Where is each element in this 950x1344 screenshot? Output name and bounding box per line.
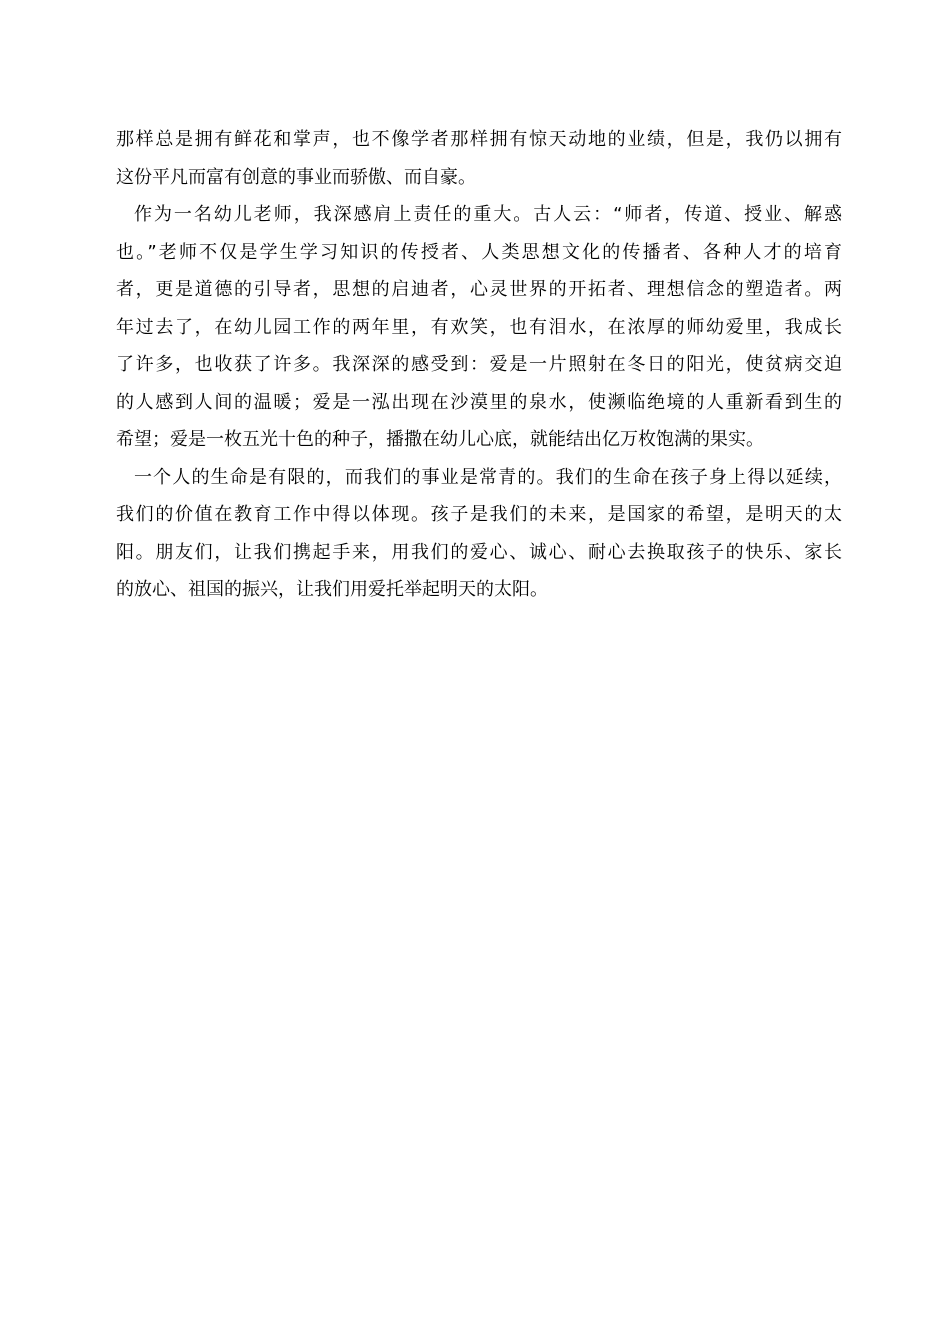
text-line: 阳。朋友们，让我们携起手来，用我们的爱心、诚心、耐心去换取孩子的快乐、家长 (116, 541, 842, 563)
text-line: 那样总是拥有鲜花和掌声，也不像学者那样拥有惊天动地的业绩，但是，我仍以拥有 (116, 129, 842, 150)
text-line: 年过去了，在幼儿园工作的两年里，有欢笑，也有泪水，在浓厚的师幼爱里，我成长 (116, 316, 842, 338)
text-line: 了许多，也收获了许多。我深深的感受到：爱是一片照射在冬日的阳光，使贫病交迫 (116, 354, 842, 375)
text-line: 作为一名幼儿老师，我深感肩上责任的重大。古人云：“师者，传道、授业、解惑 (134, 204, 842, 225)
text-line: 的放心、祖国的振兴，让我们用爱托举起明天的太阳。 (116, 579, 548, 600)
text-line: 这份平凡而富有创意的事业而骄傲、而自豪。 (116, 166, 476, 188)
text-line: 也。”老师不仅是学生学习知识的传授者、人类思想文化的传播者、各种人才的培育 (116, 241, 842, 263)
text-line: 者，更是道德的引导者，思想的启迪者，心灵世界的开拓者、理想信念的塑造者。两 (116, 279, 842, 300)
paragraph-continuation (116, 121, 842, 196)
paragraph-conclusion (116, 459, 842, 609)
text-line: 一个人的生命是有限的，而我们的事业是常青的。我们的生命在孩子身上得以延续， (134, 466, 842, 488)
text-line: 希望；爱是一枚五光十色的种子，播撒在幼儿心底，就能结出亿万枚饱满的果实。 (116, 429, 764, 450)
paragraph-teacher-responsibility (116, 196, 842, 459)
document-body (116, 121, 842, 609)
text-line: 我们的价值在教育工作中得以体现。孩子是我们的未来，是国家的希望，是明天的太 (116, 504, 842, 525)
text-line: 的人感到人间的温暖；爱是一泓出现在沙漠里的泉水，使濒临绝境的人重新看到生的 (116, 391, 842, 413)
